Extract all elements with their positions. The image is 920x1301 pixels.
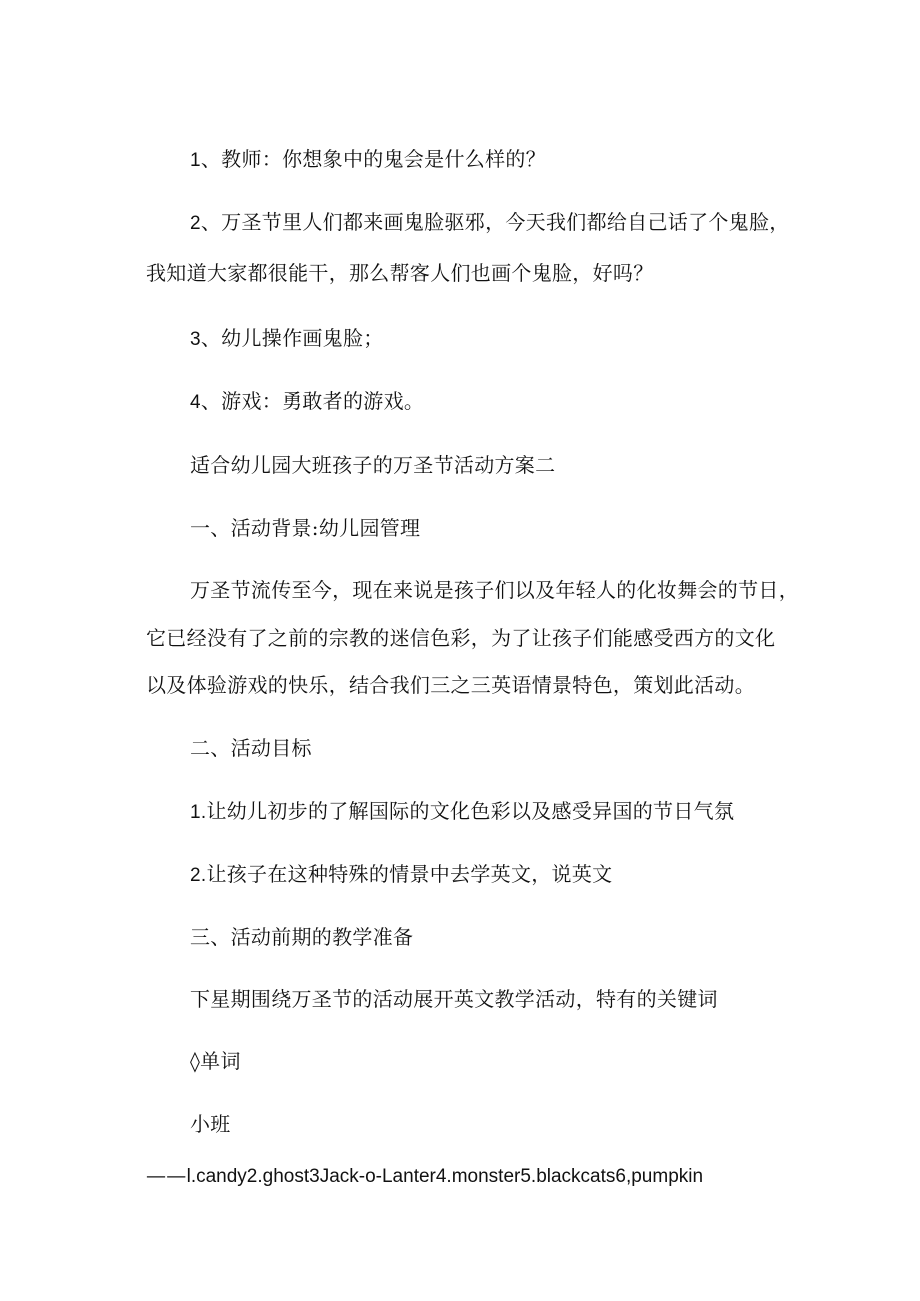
list-text: 、万圣节里人们都来画鬼脸驱邪，今天我们都给自己话了个鬼脸，	[200, 210, 790, 234]
class-label	[190, 1110, 231, 1138]
paragraph-text: 它已经没有了之前的宗教的迷信色彩，为了让孩子们能感受西方的文化	[146, 626, 776, 650]
vocab-words: l.candy2.ghost3Jack-o-Lanter4.monster5.blackcats6,pumpkin	[186, 1166, 704, 1187]
heading-preparation	[190, 923, 413, 951]
vocab-list	[146, 1161, 703, 1191]
paragraph-line	[146, 259, 654, 287]
list-number: 3	[190, 329, 201, 350]
list-text: 让孩子在这种特殊的情景中去学英文，说英文	[206, 862, 613, 886]
vocab-label-text: ◊单词	[190, 1049, 241, 1073]
list-number: 1	[190, 150, 201, 171]
list-text: 、幼儿操作画鬼脸；	[200, 326, 384, 350]
class-label-text: 小班	[190, 1112, 231, 1136]
vocab-label	[190, 1047, 241, 1075]
heading-background	[190, 514, 420, 542]
paragraph-text: 下星期围绕万圣节的活动展开英文教学活动，特有的关键词	[190, 987, 718, 1011]
paragraph-line	[190, 576, 799, 604]
list-item-3	[190, 324, 384, 354]
heading-text: 二、活动目标	[190, 736, 312, 760]
paragraph-line	[146, 671, 755, 699]
heading-text: 一、活动背景:幼儿园管理	[190, 516, 421, 540]
list-item-4	[190, 387, 424, 417]
heading-text: 三、活动前期的教学准备	[190, 925, 414, 949]
paragraph-line	[146, 624, 775, 652]
paragraph-text: 以及体验游戏的快乐，结合我们三之三英语情景特色，策划此活动。	[146, 673, 755, 697]
list-number: 2	[190, 213, 201, 234]
goal-item-2	[190, 860, 612, 890]
list-text: 让幼儿初步的了解国际的文化色彩以及感受异国的节日气氛	[206, 799, 735, 823]
section-title	[190, 451, 555, 479]
list-text: 、游戏：勇敢者的游戏。	[200, 389, 425, 413]
list-number: 1.	[190, 802, 207, 823]
section-title-text: 适合幼儿园大班孩子的万圣节活动方案二	[190, 453, 556, 477]
paragraph-text: 万圣节流传至今，现在来说是孩子们以及年轻人的化妆舞会的节日，	[190, 578, 799, 602]
goal-item-1	[190, 797, 734, 827]
paragraph-text: 我知道大家都很能干，那么帮客人们也画个鬼脸，好吗？	[146, 261, 654, 285]
list-number: 2.	[190, 865, 207, 886]
heading-goals	[190, 734, 312, 762]
list-item-1	[190, 145, 546, 175]
vocab-dash: ——	[146, 1163, 187, 1187]
paragraph-line	[190, 985, 718, 1013]
list-number: 4	[190, 392, 201, 413]
list-text: 、教师：你想象中的鬼会是什么样的？	[200, 147, 546, 171]
list-item-2	[190, 208, 790, 238]
